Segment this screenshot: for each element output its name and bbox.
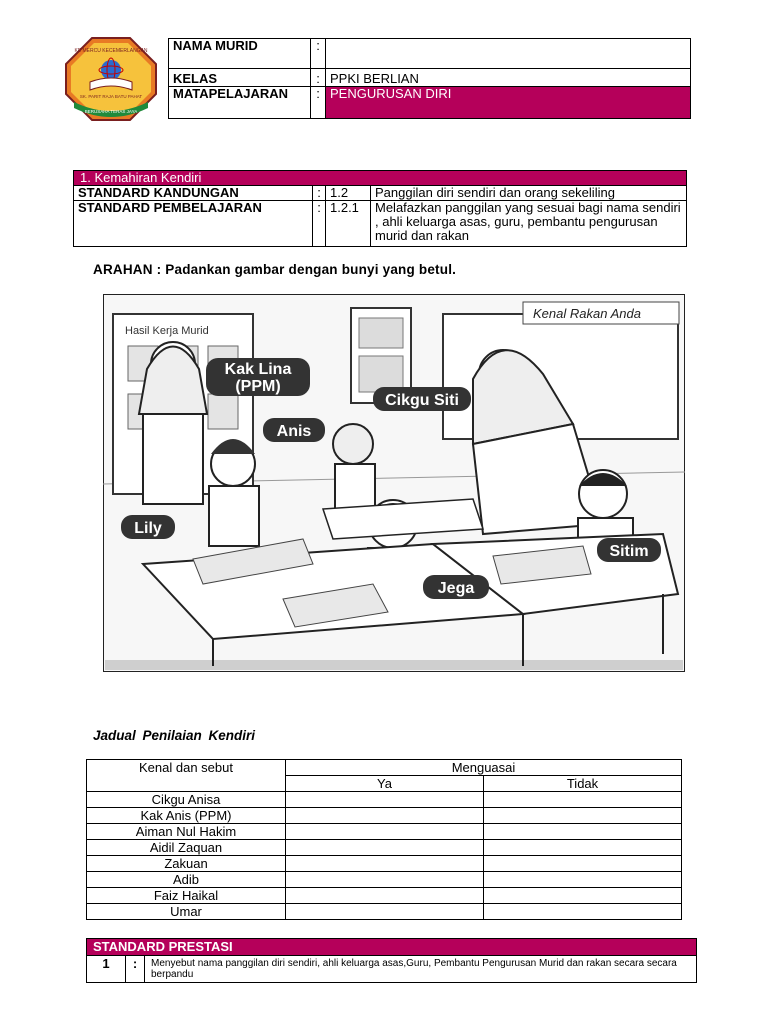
ya-cell[interactable] (286, 808, 484, 824)
instruction-text: ARAHAN : Padankan gambar dengan bunyi yang betul. (93, 262, 457, 277)
prestasi-colon: : (126, 956, 145, 983)
ya-cell[interactable] (286, 824, 484, 840)
student-info-table (168, 38, 691, 119)
standard-table (73, 170, 687, 247)
ya-cell[interactable] (286, 872, 484, 888)
standard-label: STANDARD PEMBELAJARAN (74, 201, 313, 247)
prestasi-row (87, 956, 697, 983)
standard-label: STANDARD KANDUNGAN (74, 186, 313, 201)
col-header-kenal: Kenal dan sebut (87, 760, 286, 792)
table-row (87, 808, 682, 824)
label-cikgu-siti: Cikgu Siti (385, 392, 459, 409)
standard-colon: : (313, 186, 326, 201)
student-name: Umar (87, 904, 286, 920)
label-lily: Lily (134, 520, 162, 537)
standard-row (74, 186, 687, 201)
board-label: Hasil Kerja Murid (125, 325, 209, 337)
info-label: KELAS (169, 69, 311, 87)
col-header-tidak: Tidak (484, 776, 682, 792)
standard-title: 1. Kemahiran Kendiri (74, 171, 687, 186)
info-colon: : (311, 69, 326, 87)
table-row (87, 856, 682, 872)
info-row-nama (169, 39, 691, 69)
table-row (87, 888, 682, 904)
table-row (87, 792, 682, 808)
logo-top-text: KE MERCU KECEMERLANGAN (74, 48, 148, 54)
standard-text: Panggilan diri sendiri dan orang sekeliling (371, 186, 687, 201)
student-name: Aiman Nul Hakim (87, 824, 286, 840)
tidak-cell[interactable] (484, 904, 682, 920)
assessment-header-row (87, 760, 682, 776)
table-row (87, 904, 682, 920)
class-value: PPKI BERLIAN (326, 69, 691, 87)
standard-colon: : (313, 201, 326, 247)
ya-cell[interactable] (286, 888, 484, 904)
ya-cell[interactable] (286, 904, 484, 920)
logo-motto: BERUSAHA TERAS JAYA (84, 109, 138, 114)
info-row-kelas (169, 69, 691, 87)
col-header-ya: Ya (286, 776, 484, 792)
standard-title-row (74, 171, 687, 186)
col-header-menguasai: Menguasai (286, 760, 682, 776)
prestasi-title-row (87, 939, 697, 956)
info-label: MATAPELAJARAN (169, 87, 311, 119)
table-row (87, 824, 682, 840)
tidak-cell[interactable] (484, 792, 682, 808)
tidak-cell[interactable] (484, 840, 682, 856)
label-jega: Jega (437, 580, 475, 597)
label-sitim: Sitim (609, 543, 649, 560)
tidak-cell[interactable] (484, 888, 682, 904)
ya-cell[interactable] (286, 840, 484, 856)
tidak-cell[interactable] (484, 808, 682, 824)
prestasi-text: Menyebut nama panggilan diri sendiri, ahli keluarga asas,Guru, Pembantu Pengurusan Murid dan rakan secara secara berpandu (145, 956, 697, 983)
student-name: Cikgu Anisa (87, 792, 286, 808)
standard-row (74, 201, 687, 247)
tidak-cell[interactable] (484, 872, 682, 888)
student-name: Faiz Haikal (87, 888, 286, 904)
school-logo (64, 36, 158, 122)
table-row (87, 840, 682, 856)
table-row (87, 872, 682, 888)
info-row-matapelajaran (169, 87, 691, 119)
student-name: Aidil Zaquan (87, 840, 286, 856)
student-name: Adib (87, 872, 286, 888)
label-kak-lina-line2: (PPM) (235, 378, 281, 395)
assessment-table (86, 759, 682, 920)
info-colon: : (311, 87, 326, 119)
info-label: NAMA MURID (169, 39, 311, 69)
prestasi-table (86, 938, 697, 983)
student-name: Zakuan (87, 856, 286, 872)
student-name: Kak Anis (PPM) (87, 808, 286, 824)
name-field[interactable] (326, 39, 691, 69)
assessment-title: Jadual Penilaian Kendiri (93, 728, 256, 743)
tidak-cell[interactable] (484, 824, 682, 840)
classroom-illustration (103, 294, 685, 672)
info-colon: : (311, 39, 326, 69)
standard-number: 1.2.1 (326, 201, 371, 247)
standard-number: 1.2 (326, 186, 371, 201)
ya-cell[interactable] (286, 792, 484, 808)
tidak-cell[interactable] (484, 856, 682, 872)
prestasi-number: 1 (87, 956, 126, 983)
prestasi-title: STANDARD PRESTASI (87, 939, 697, 956)
ya-cell[interactable] (286, 856, 484, 872)
logo-school-text: SK. PARIT RAJA BATU PAHAT (79, 94, 143, 99)
subject-value: PENGURUSAN DIRI (326, 87, 691, 119)
illustration-caption: Kenal Rakan Anda (533, 306, 641, 321)
label-anis: Anis (276, 423, 312, 440)
standard-text: Melafazkan panggilan yang sesuai bagi nama sendiri , ahli keluarga asas, guru, pembantu pengurusan murid dan rakan (371, 201, 687, 247)
label-kak-lina-line1: Kak Lina (224, 361, 292, 378)
